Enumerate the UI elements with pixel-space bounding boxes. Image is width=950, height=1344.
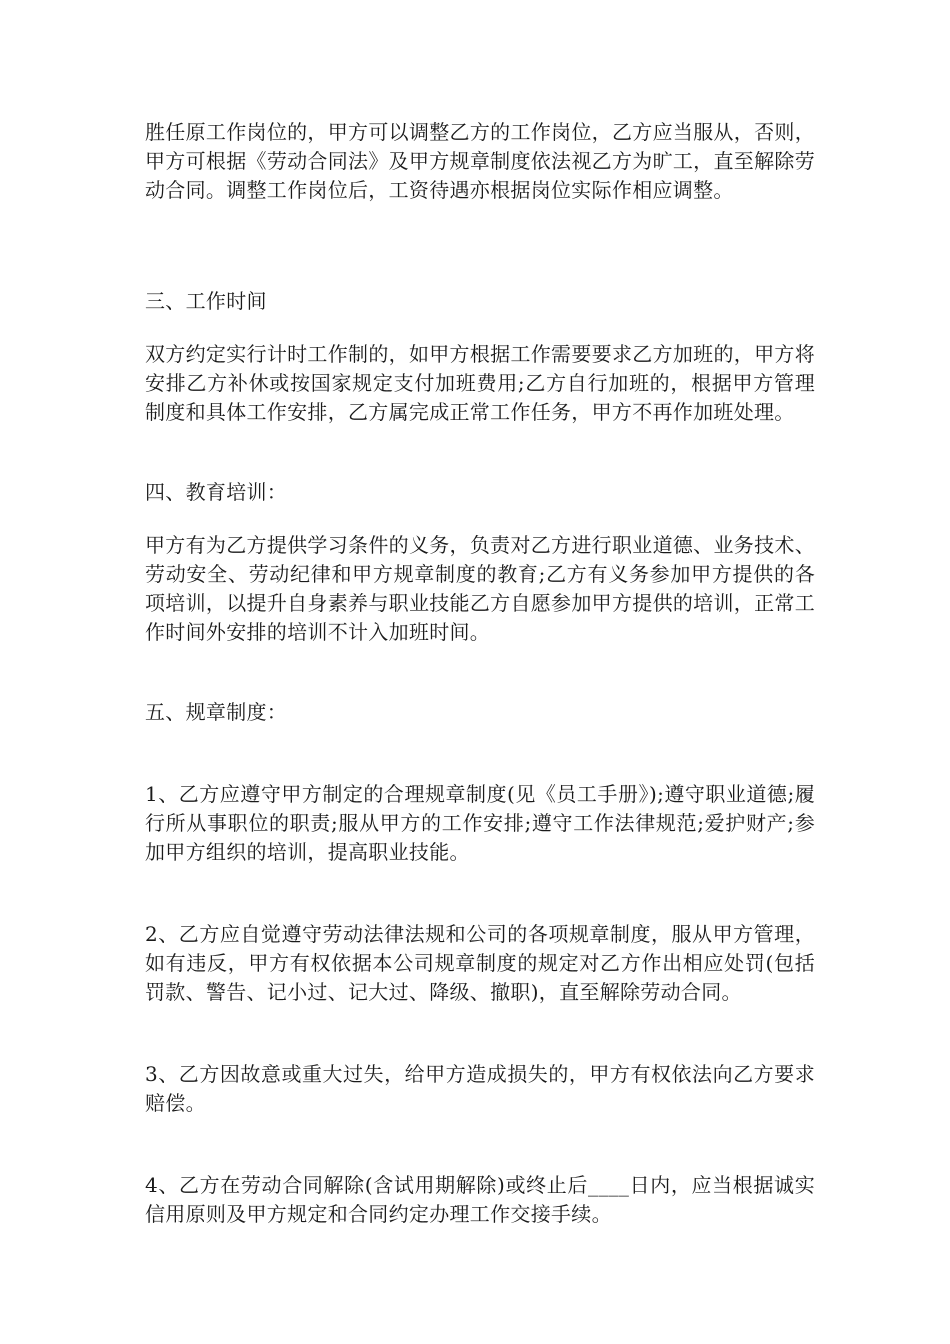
paragraph-intro: 胜任原工作岗位的，甲方可以调整乙方的工作岗位，乙方应当服从，否则，甲方可根据《劳动合同法》及甲方规章制度依法视乙方为旷工，直至解除劳动合同。调整工作岗位后，工资待遇亦根据岗位实际作相应调整。 <box>145 120 815 202</box>
paragraph-training: 甲方有为乙方提供学习条件的义务，负责对乙方进行职业道德、业务技术、劳动安全、劳动纪律和甲方规章制度的教育;乙方有义务参加甲方提供的各项培训，以提升自身素养与职业技能乙方自愿参加甲方提供的培训，正常工作时间外安排的培训不计入加班时间。 <box>145 533 815 644</box>
list-item-rule-1: 1、乙方应遵守甲方制定的合理规章制度(见《员工手册》);遵守职业道德;履行所从事职位的职责;服从甲方的工作安排;遵守工作法律规范;爱护财产;参加甲方组织的培训，提高职业技能。 <box>145 782 815 864</box>
list-item-rule-4: 4、乙方在劳动合同解除(含试用期解除)或终止后____日内，应当根据诚实信用原则及甲方规定和合同约定办理工作交接手续。 <box>145 1173 815 1226</box>
section-heading-work-time: 三、工作时间 <box>145 289 267 313</box>
paragraph-work-time: 双方约定实行计时工作制的，如甲方根据工作需要要求乙方加班的，甲方将安排乙方补休或按国家规定支付加班费用;乙方自行加班的，根据甲方管理制度和具体工作安排，乙方属完成正常工作任务，甲方不再作加班处理。 <box>145 342 815 424</box>
section-heading-rules: 五、规章制度： <box>145 700 288 724</box>
document-body <box>145 118 815 1229</box>
list-item-rule-3: 3、乙方因故意或重大过失，给甲方造成损失的，甲方有权依法向乙方要求赔偿。 <box>145 1062 815 1115</box>
section-heading-training: 四、教育培训： <box>145 480 288 504</box>
list-item-rule-2: 2、乙方应自觉遵守劳动法律法规和公司的各项规章制度，服从甲方管理，如有违反，甲方有权依据本公司规章制度的规定对乙方作出相应处罚(包括罚款、警告、记小过、记大过、降级、撤职)，直至解除劳动合同。 <box>145 922 815 1004</box>
